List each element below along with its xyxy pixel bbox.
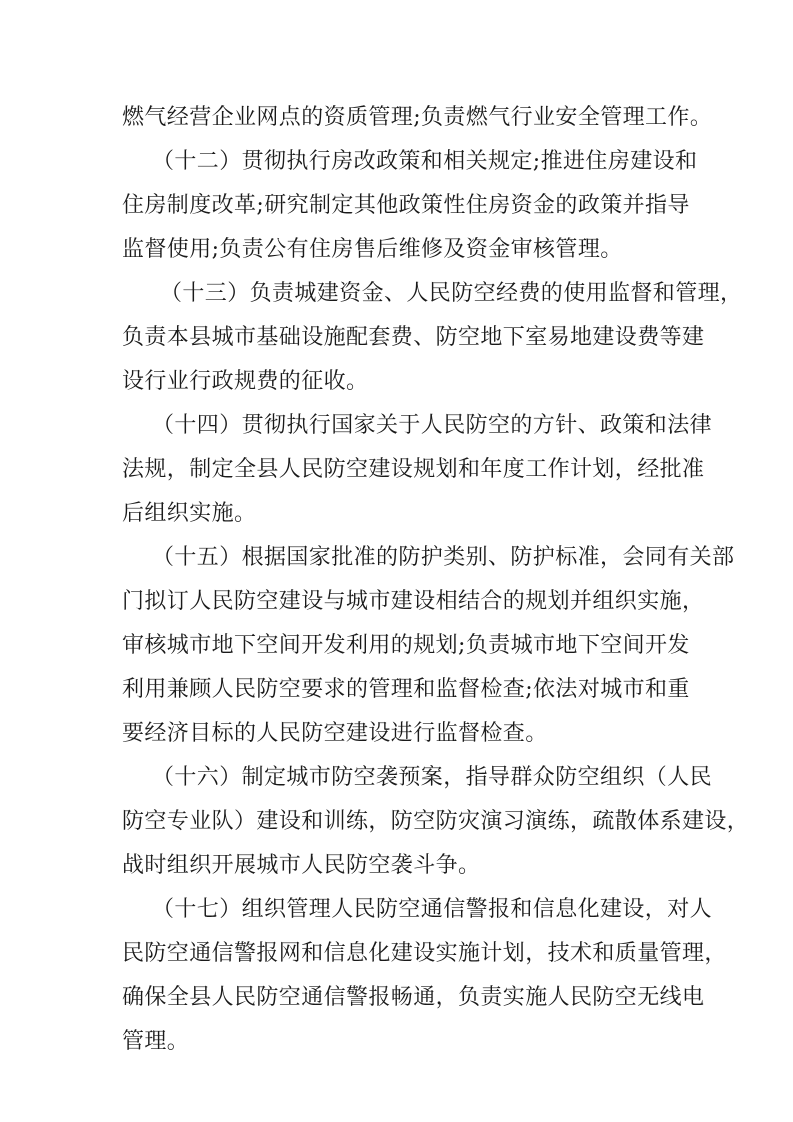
text-line: 防空专业队）建设和训练，防空防灾演习演练，疏散体系建设， [122, 809, 750, 834]
text-line: 设行业行政规费的征收。 [122, 369, 369, 394]
text-line: （十七）组织管理人民防空通信警报和信息化建设，对人 [152, 897, 713, 922]
text-line: 门拟订人民防空建设与城市建设相结合的规划并组织实施， [122, 589, 705, 614]
text-line: （十二）贯彻执行房改政策和相关规定;推进住房建设和 [152, 149, 698, 174]
text-line: 负责本县城市基础设施配套费、防空地下室易地建设费等建 [122, 325, 705, 350]
text-line: （十三）负责城建资金、人民防空经费的使用监督和管理， [160, 281, 743, 306]
text-line: （十四）贯彻执行国家关于人民防空的方针、政策和法律 [152, 413, 713, 438]
text-line: 燃气经营企业网点的资质管理;负责燃气行业安全管理工作。 [122, 105, 713, 130]
text-line: 利用兼顾人民防空要求的管理和监督检查;依法对城市和重 [122, 677, 690, 702]
text-line: 要经济目标的人民防空建设进行监督检查。 [122, 721, 548, 746]
text-line: 后组织实施。 [122, 501, 257, 526]
text-line: （十五）根据国家批准的防护类别、防护标准，会同有关部 [152, 545, 735, 570]
text-line: 住房制度改革;研究制定其他政策性住房资金的政策并指导 [122, 193, 690, 218]
text-line: 民防空通信警报网和信息化建设实施计划，技术和质量管理， [122, 941, 727, 966]
text-line: 法规，制定全县人民防空建设规划和年度工作计划，经批准 [122, 457, 705, 482]
text-line: 审核城市地下空间开发利用的规划;负责城市地下空间开发 [122, 633, 690, 658]
text-line: 确保全县人民防空通信警报畅通，负责实施人民防空无线电 [122, 985, 705, 1010]
text-line: 战时组织开展城市人民防空袭斗争。 [122, 853, 481, 878]
text-line: 管理。 [122, 1029, 190, 1054]
text-line: 监督使用;负责公有住房售后维修及资金审核管理。 [122, 237, 623, 262]
text-line: （十六）制定城市防空袭预案，指导群众防空组织（人民 [152, 765, 713, 790]
